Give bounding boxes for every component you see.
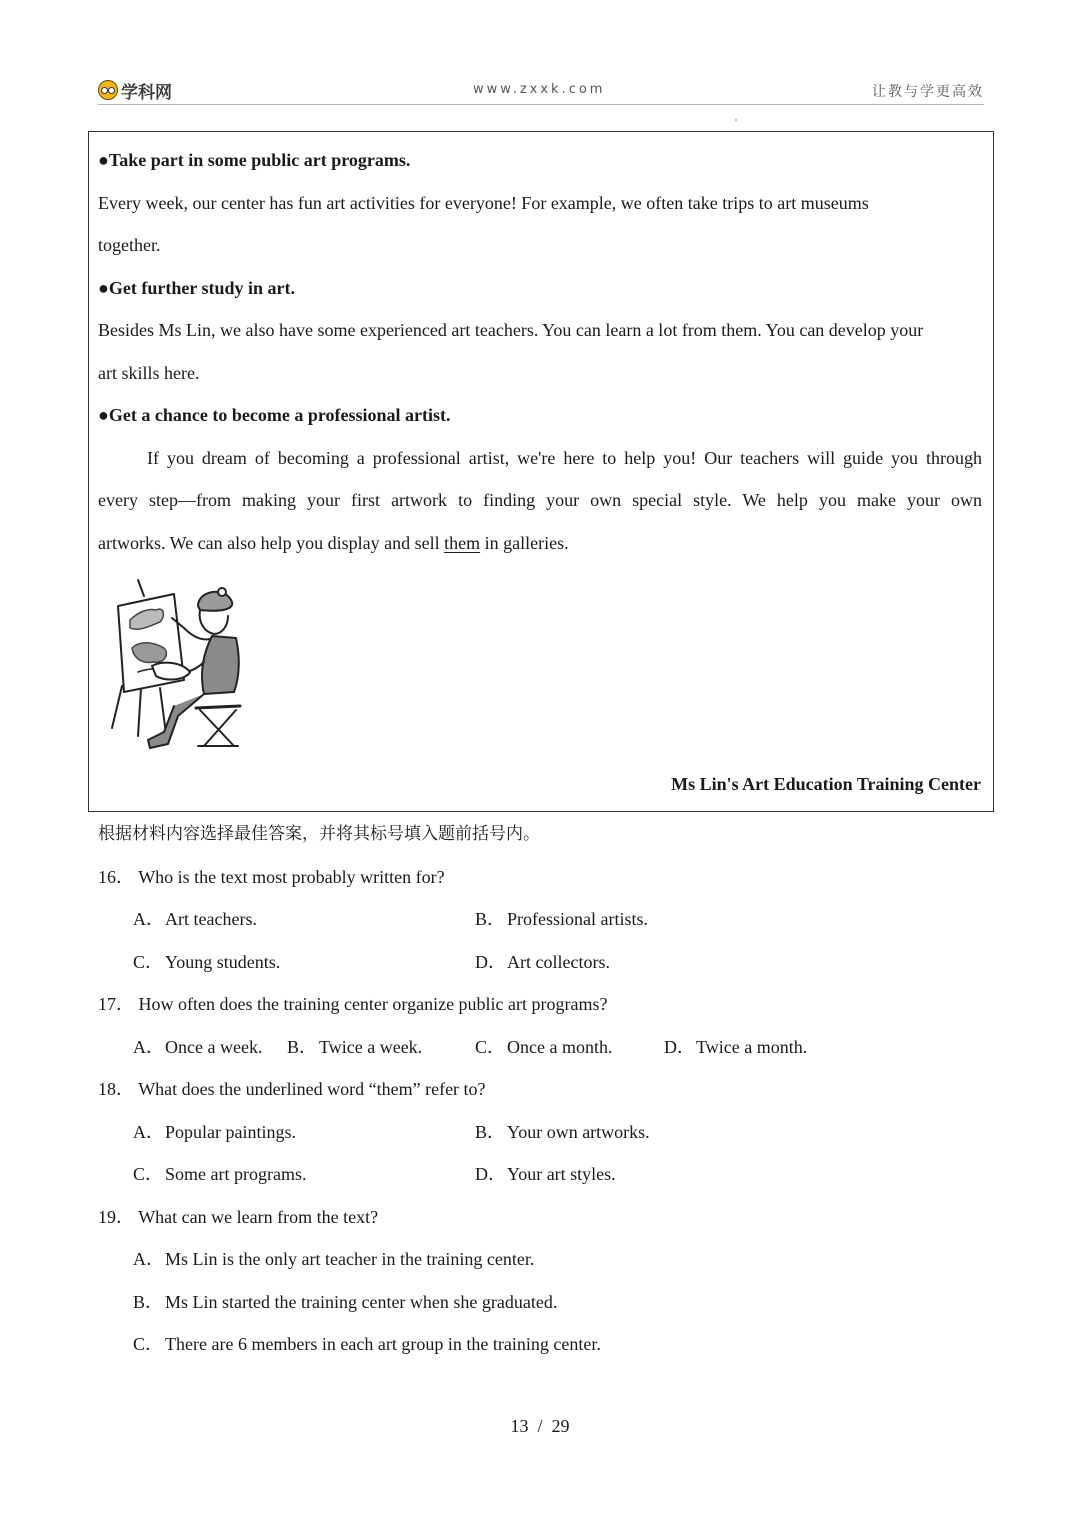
question-text: What does the underlined word “them” refer to? (138, 1079, 486, 1099)
option-a[interactable] (133, 908, 257, 930)
option-key: C． (133, 1334, 164, 1354)
option-key: D． (475, 952, 506, 972)
question-number: 17． (98, 994, 134, 1014)
option-key: B． (475, 1122, 506, 1142)
option-c[interactable] (133, 1163, 306, 1185)
instruction-text: 根据材料内容选择最佳答案，并将其标号填入题前括号内。 (98, 824, 540, 844)
question-19 (98, 1206, 378, 1228)
option-a[interactable] (133, 1121, 296, 1143)
option-a[interactable] (133, 1036, 262, 1058)
option-key: D． (475, 1164, 506, 1184)
question-16 (98, 866, 445, 888)
option-key: C． (475, 1037, 506, 1057)
question-17 (98, 993, 608, 1015)
option-c[interactable] (133, 1333, 601, 1355)
passage-line: If you dream of becoming a professional artist, we're here to help you! Our teachers will guide you through (147, 448, 982, 468)
question-text: Who is the text most probably written for? (138, 867, 445, 887)
option-d[interactable] (664, 1036, 807, 1058)
question-number: 18． (98, 1079, 134, 1099)
option-key: C． (133, 952, 164, 972)
option-key: A． (133, 909, 164, 929)
option-key: C． (133, 1164, 164, 1184)
passage-line: Besides Ms Lin, we also have some experienced art teachers. You can learn a lot from them. You can develop your (98, 320, 924, 340)
option-d[interactable] (475, 1163, 616, 1185)
option-key: B． (475, 909, 506, 929)
option-c[interactable] (475, 1036, 612, 1058)
option-text: Young students. (165, 952, 281, 972)
option-a[interactable] (133, 1248, 534, 1270)
option-d[interactable] (475, 951, 610, 973)
option-key: A． (133, 1249, 164, 1269)
logo-text: 学科网 (121, 82, 172, 103)
option-key: A． (133, 1037, 164, 1057)
passage-line: Every week, our center has fun art activities for everyone! For example, we often take trips to art museums (98, 193, 869, 213)
section-title-professional-artist: ●Get a chance to become a professional artist. (98, 405, 451, 425)
site-logo[interactable] (98, 78, 172, 102)
option-text: Some art programs. (165, 1164, 307, 1184)
option-text: Once a month. (507, 1037, 613, 1057)
passage-line: together. (98, 235, 161, 255)
option-text: Twice a week. (319, 1037, 423, 1057)
passage-line: art skills here. (98, 363, 200, 383)
option-key: B． (133, 1292, 164, 1312)
page-header (98, 76, 984, 105)
option-key: B． (287, 1037, 318, 1057)
underlined-word-them: them (444, 533, 481, 553)
header-dot (735, 119, 737, 121)
site-url[interactable]: www.zxxk.com (473, 82, 606, 97)
option-b[interactable] (475, 908, 648, 930)
page-number: 13 / 29 (510, 1416, 570, 1436)
option-text: There are 6 members in each art group in the training center. (165, 1334, 601, 1354)
option-key: A． (133, 1122, 164, 1142)
option-text: Twice a month. (696, 1037, 808, 1057)
option-text: Once a week. (165, 1037, 263, 1057)
section-title-public-programs: ●Take part in some public art programs. (98, 150, 411, 170)
center-name: Ms Lin's Art Education Training Center (671, 774, 981, 794)
option-text: Art collectors. (507, 952, 610, 972)
option-b[interactable] (475, 1121, 650, 1143)
section-title-further-study: ●Get further study in art. (98, 278, 296, 298)
option-text: Ms Lin is the only art teacher in the training center. (165, 1249, 535, 1269)
option-text: Your art styles. (507, 1164, 616, 1184)
passage-text: artworks. We can also help you display and sell (98, 533, 445, 553)
option-text: Art teachers. (165, 909, 257, 929)
option-text: Popular paintings. (165, 1122, 296, 1142)
site-slogan: 让教与学更高效 (872, 84, 984, 100)
passage-text: in galleries. (480, 533, 569, 553)
logo-owl-icon (98, 80, 118, 100)
option-b[interactable] (287, 1036, 422, 1058)
option-c[interactable] (133, 951, 280, 973)
option-key: D． (664, 1037, 695, 1057)
painter-at-easel-icon (108, 576, 248, 754)
option-text: Professional artists. (507, 909, 648, 929)
option-b[interactable] (133, 1291, 557, 1313)
passage-line-last (98, 532, 569, 554)
question-number: 19． (98, 1207, 134, 1227)
option-text: Ms Lin started the training center when she graduated. (165, 1292, 558, 1312)
passage-line: every step—from making your first artwork to finding your own special style. We help you make your own (98, 490, 982, 510)
question-text: How often does the training center organize public art programs? (138, 994, 608, 1014)
question-text: What can we learn from the text? (138, 1207, 379, 1227)
option-text: Your own artworks. (507, 1122, 650, 1142)
question-18 (98, 1078, 486, 1100)
question-number: 16． (98, 867, 134, 887)
